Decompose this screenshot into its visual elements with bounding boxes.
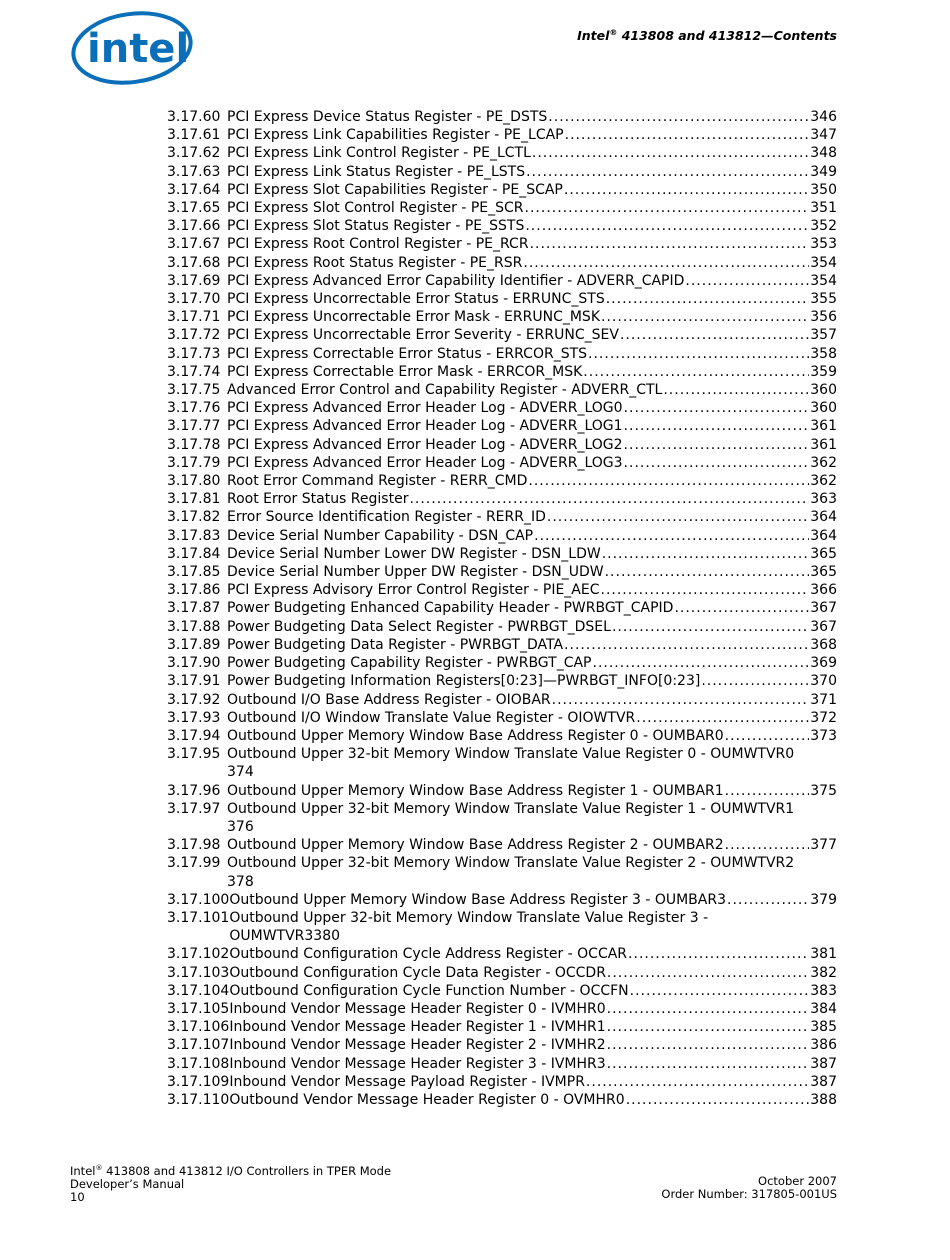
toc-entry[interactable] — [167, 727, 837, 745]
toc-entry[interactable] — [167, 599, 837, 617]
toc-entry-page: 359 — [810, 363, 837, 380]
toc-entry-number: 3.17.70 — [167, 291, 221, 308]
toc-entry-title: PCI Express Advanced Error Header Log - ADVERR_LOG2 — [227, 436, 623, 453]
toc-entry-number: 3.17.71 — [167, 309, 221, 326]
toc-entry[interactable] — [167, 290, 837, 308]
toc-entry-page: 365 — [810, 564, 837, 581]
toc-entry-number: 3.17.69 — [167, 272, 221, 289]
toc-entry-title: Outbound Upper 32-bit Memory Window Translate Value Register 0 - OUMWTVR0 — [227, 746, 795, 763]
toc-entry-number: 3.17.64 — [167, 181, 221, 198]
toc-entry-title: Outbound Upper 32-bit Memory Window Translate Value Register 1 - OUMWTVR1 — [227, 800, 795, 817]
toc-entry-number: 3.17.61 — [167, 127, 221, 144]
toc-entry-page: 375 — [810, 782, 837, 799]
toc-entry-page: 384 — [810, 1000, 837, 1017]
dot-leader — [630, 982, 810, 1000]
toc-entry-title: PCI Express Advanced Error Header Log - ADVERR_LOG0 — [227, 400, 623, 417]
toc-entry[interactable] — [167, 108, 837, 126]
toc-entry-title: Power Budgeting Data Select Register - PWRBGT_DSEL — [227, 618, 611, 635]
toc-entry-title: PCI Express Root Status Register - PE_RSR — [227, 254, 523, 271]
dot-leader — [530, 235, 810, 253]
dot-leader — [607, 1000, 810, 1018]
dot-leader — [532, 144, 809, 162]
toc-entry[interactable] — [167, 891, 837, 909]
toc-entry[interactable] — [167, 272, 837, 290]
toc-entry[interactable] — [167, 545, 837, 563]
toc-entry-title: Inbound Vendor Message Payload Register - IVMPR — [229, 1073, 585, 1090]
toc-entry[interactable] — [167, 709, 837, 727]
toc-entry-title: PCI Express Device Status Register - PE_DSTS — [227, 109, 548, 125]
toc-entry-page: 349 — [810, 163, 837, 180]
toc-entry[interactable] — [167, 691, 837, 709]
dot-leader — [636, 709, 809, 727]
toc-entry-number: 3.17.87 — [167, 600, 221, 617]
toc-entry-page: 361 — [810, 436, 837, 453]
toc-entry-title: PCI Express Link Capabilities Register - PE_LCAP — [227, 127, 564, 144]
toc-entry-title-block — [227, 854, 794, 890]
toc-entry-number: 3.17.104 — [167, 982, 230, 999]
toc-entry-number: 3.17.85 — [167, 564, 221, 581]
toc-entry-title: Outbound I/O Base Address Register - OIOBAR — [227, 691, 551, 708]
toc-entry[interactable] — [167, 1000, 837, 1018]
toc-entry-page: 387 — [810, 1055, 837, 1072]
toc-entry-number: 3.17.74 — [167, 363, 221, 380]
dot-leader — [547, 508, 809, 526]
toc-entry-page: 362 — [810, 473, 837, 490]
toc-entry[interactable] — [167, 508, 837, 526]
dot-leader — [525, 199, 810, 217]
toc-entry[interactable] — [167, 1018, 837, 1036]
toc-entry[interactable] — [167, 1055, 837, 1073]
dot-leader — [607, 1018, 810, 1036]
toc-entry-title: Power Budgeting Information Registers[0:23]—PWRBGT_INFO[0:23] — [227, 673, 701, 690]
toc-entry-title: Device Serial Number Lower DW Register - DSN_LDW — [227, 545, 601, 562]
toc-entry-page: 357 — [810, 327, 837, 344]
toc-entry[interactable] — [167, 782, 837, 800]
dot-leader — [725, 782, 810, 800]
header-title-prefix: Intel — [577, 28, 610, 44]
toc-entry[interactable] — [167, 1091, 837, 1109]
toc-entry-title: Outbound Upper Memory Window Base Address Register 3 - OUMBAR3 — [229, 891, 726, 908]
toc-entry-title: Inbound Vendor Message Header Register 3 - IVMHR3 — [229, 1055, 606, 1072]
toc-entry-number: 3.17.60 — [167, 109, 221, 125]
dot-leader — [663, 381, 809, 399]
toc-entry-page: 388 — [810, 1091, 837, 1108]
toc-entry-number: 3.17.103 — [167, 964, 230, 981]
dot-leader — [701, 672, 809, 690]
toc-entry-number: 3.17.66 — [167, 218, 221, 235]
toc-entry-page: 370 — [810, 673, 837, 690]
toc-entry-title: Outbound Upper Memory Window Base Address Register 0 - OUMBAR0 — [227, 727, 724, 744]
dot-leader — [607, 964, 809, 982]
toc-entry-number: 3.17.86 — [167, 582, 221, 599]
toc-entry-number: 3.17.92 — [167, 691, 221, 708]
toc-entry[interactable] — [167, 672, 837, 690]
toc-entry-number: 3.17.62 — [167, 145, 221, 162]
toc-entry-title: PCI Express Root Control Register - PE_RCR — [227, 236, 529, 253]
toc-entry-title: Outbound Upper 32-bit Memory Window Translate Value Register 3 - — [229, 909, 709, 926]
toc-entry-number: 3.17.100 — [167, 891, 230, 908]
toc-entry-number: 3.17.106 — [167, 1019, 230, 1036]
toc-entry-number: 3.17.108 — [167, 1055, 230, 1072]
toc-entry-number: 3.17.93 — [167, 709, 221, 726]
dot-leader — [685, 272, 809, 290]
toc-entry-page: 382 — [810, 964, 837, 981]
toc-entry[interactable] — [167, 308, 837, 326]
toc-entry-page: 356 — [810, 309, 837, 326]
dot-leader — [528, 472, 809, 490]
toc-entry-title: PCI Express Slot Control Register - PE_SCR — [227, 200, 524, 217]
toc-entry-page: 368 — [810, 636, 837, 653]
toc-entry-number: 3.17.98 — [167, 837, 221, 854]
toc-entry[interactable] — [167, 345, 837, 363]
toc-entry-title: Device Serial Number Capability - DSN_CAP — [227, 527, 534, 544]
toc-entry-number: 3.17.109 — [167, 1073, 230, 1090]
table-of-contents — [167, 108, 837, 1109]
footer-left — [70, 1162, 391, 1204]
toc-entry-page: 381 — [810, 946, 837, 963]
toc-entry-number: 3.17.90 — [167, 655, 221, 672]
toc-entry[interactable] — [167, 581, 837, 599]
toc-entry-title: Error Source Identification Register - RERR_ID — [227, 509, 546, 526]
toc-entry-number: 3.17.105 — [167, 1000, 230, 1017]
toc-entry-page: 379 — [810, 891, 837, 908]
toc-entry-number: 3.17.82 — [167, 509, 221, 526]
footer-doc-title — [70, 1162, 391, 1178]
toc-entry[interactable] — [167, 654, 837, 672]
toc-entry-number: 3.17.65 — [167, 200, 221, 217]
dot-leader — [727, 891, 809, 909]
toc-entry-number: 3.17.96 — [167, 782, 221, 799]
toc-entry-title: Outbound Configuration Cycle Data Register - OCCDR — [229, 964, 606, 981]
toc-entry[interactable] — [167, 381, 837, 399]
toc-entry[interactable] — [167, 144, 837, 162]
toc-entry-title-block — [227, 800, 794, 836]
toc-entry-title: Outbound Upper Memory Window Base Address Register 2 - OUMBAR2 — [227, 837, 724, 854]
toc-entry-number: 3.17.88 — [167, 618, 221, 635]
toc-entry-number: 3.17.75 — [167, 382, 221, 399]
toc-entry[interactable] — [167, 636, 837, 654]
toc-entry-number: 3.17.73 — [167, 345, 221, 362]
dot-leader — [605, 563, 810, 581]
dot-leader — [606, 290, 810, 308]
dot-leader — [601, 581, 810, 599]
toc-entry[interactable] — [167, 527, 837, 545]
toc-entry[interactable] — [167, 1073, 837, 1091]
toc-entry-continuation: 376 — [227, 818, 254, 835]
toc-entry-page: 346 — [810, 109, 837, 125]
toc-entry-title: Power Budgeting Data Register - PWRBGT_DATA — [227, 636, 564, 653]
toc-entry-page: 385 — [810, 1019, 837, 1036]
toc-entry-number: 3.17.67 — [167, 236, 221, 253]
toc-entry-number: 3.17.83 — [167, 527, 221, 544]
toc-entry-number: 3.17.81 — [167, 491, 221, 508]
dot-leader — [583, 363, 809, 381]
toc-entry-title: Outbound Configuration Cycle Address Register - OCCAR — [229, 946, 628, 963]
toc-entry-number: 3.17.107 — [167, 1037, 230, 1054]
dot-leader — [526, 163, 809, 181]
toc-entry-page: 364 — [810, 527, 837, 544]
toc-entry-page: 350 — [810, 181, 837, 198]
toc-entry[interactable] — [167, 326, 837, 344]
dot-leader — [534, 527, 809, 545]
toc-entry-number: 3.17.80 — [167, 473, 221, 490]
toc-entry-page: 366 — [810, 582, 837, 599]
toc-entry-title: PCI Express Advanced Error Header Log - ADVERR_LOG3 — [227, 454, 623, 471]
toc-entry[interactable] — [167, 163, 837, 181]
toc-entry[interactable] — [167, 618, 837, 636]
registered-mark: ® — [609, 28, 618, 37]
toc-entry-page: 355 — [810, 291, 837, 308]
toc-entry-number: 3.17.95 — [167, 746, 221, 763]
toc-entry-page: 358 — [810, 345, 837, 362]
toc-entry-number: 3.17.91 — [167, 673, 221, 690]
footer-order-number: Order Number: 317805-001US — [661, 1187, 837, 1201]
dot-leader — [725, 836, 810, 854]
toc-entry-number: 3.17.79 — [167, 454, 221, 471]
toc-entry-title: Outbound Upper Memory Window Base Address Register 1 - OUMBAR1 — [227, 782, 724, 799]
toc-entry-number: 3.17.97 — [167, 800, 221, 817]
toc-entry-title: Outbound I/O Window Translate Value Register - OIOWTVR — [227, 709, 636, 726]
toc-entry-page: 352 — [810, 218, 837, 235]
toc-entry-title: PCI Express Uncorrectable Error Severity - ERRUNC_SEV — [227, 327, 619, 344]
toc-entry-page: 383 — [810, 982, 837, 999]
toc-entry-title: Outbound Upper 32-bit Memory Window Translate Value Register 2 - OUMWTVR2 — [227, 855, 795, 872]
toc-entry[interactable] — [167, 235, 837, 253]
dot-leader — [525, 217, 809, 235]
dot-leader — [674, 599, 809, 617]
dot-leader — [601, 308, 809, 326]
header-title-rest: 413808 and 413812—Contents — [617, 28, 837, 44]
footer-title-rest: 413808 and 413812 I/O Controllers in TPER Mode — [102, 1163, 392, 1178]
toc-entry-number: 3.17.110 — [167, 1091, 230, 1108]
toc-entry-number: 3.17.68 — [167, 254, 221, 271]
toc-entry-continuation: 374 — [227, 764, 254, 781]
toc-entry-title: PCI Express Slot Status Register - PE_SSTS — [227, 218, 525, 235]
toc-entry-title: Root Error Command Register - RERR_CMD — [227, 473, 528, 490]
toc-entry-number: 3.17.102 — [167, 946, 230, 963]
toc-entry-page: 371 — [810, 691, 837, 708]
toc-entry-title-block — [227, 745, 794, 781]
toc-entry-number: 3.17.94 — [167, 727, 221, 744]
toc-entry[interactable] — [167, 254, 837, 272]
toc-entry-title: PCI Express Link Status Register - PE_LSTS — [227, 163, 526, 180]
dot-leader — [607, 1055, 810, 1073]
dot-leader — [409, 490, 809, 508]
toc-entry[interactable] — [167, 490, 837, 508]
dot-leader — [564, 181, 809, 199]
toc-entry[interactable] — [167, 454, 837, 472]
toc-entry-title: Power Budgeting Capability Register - PWRBGT_CAP — [227, 655, 592, 672]
footer-right — [661, 1175, 837, 1201]
dot-leader — [564, 636, 809, 654]
dot-leader — [607, 1036, 810, 1054]
footer-title-prefix: Intel — [70, 1163, 96, 1178]
dot-leader — [588, 345, 809, 363]
toc-entry[interactable] — [167, 982, 837, 1000]
toc-entry-page: 364 — [810, 509, 837, 526]
toc-entry-title: Advanced Error Control and Capability Register - ADVERR_CTL — [227, 382, 663, 399]
footer-doc-type: Developer’s Manual — [70, 1176, 185, 1191]
toc-entry-title-block — [229, 909, 708, 945]
toc-entry[interactable] — [167, 836, 837, 854]
toc-entry-title: Inbound Vendor Message Header Register 1 - IVMHR1 — [229, 1019, 606, 1036]
toc-entry-title: Outbound Configuration Cycle Function Number - OCCFN — [229, 982, 629, 999]
toc-entry[interactable] — [167, 1036, 837, 1054]
toc-entry-page: 361 — [810, 418, 837, 435]
dot-leader — [548, 108, 809, 126]
dot-leader — [612, 618, 809, 636]
toc-entry-page: 353 — [810, 236, 837, 253]
toc-entry-page: 386 — [810, 1037, 837, 1054]
toc-entry[interactable] — [167, 745, 837, 781]
toc-entry-number: 3.17.72 — [167, 327, 221, 344]
toc-entry-continuation: 378 — [227, 873, 254, 890]
toc-entry-title: Inbound Vendor Message Header Register 0 - IVMHR0 — [229, 1000, 606, 1017]
intel-logo — [70, 10, 194, 85]
toc-entry-title: PCI Express Advanced Error Capability Identifier - ADVERR_CAPID — [227, 272, 685, 289]
toc-entry-page: 365 — [810, 545, 837, 562]
toc-entry-number: 3.17.89 — [167, 636, 221, 653]
toc-entry-number: 3.17.77 — [167, 418, 221, 435]
toc-entry-title: PCI Express Correctable Error Mask - ERRCOR_MSK — [227, 363, 583, 380]
toc-entry-title: Inbound Vendor Message Header Register 2 - IVMHR2 — [229, 1037, 606, 1054]
toc-entry[interactable] — [167, 800, 837, 836]
dot-leader — [624, 454, 810, 472]
toc-entry-title: Outbound Vendor Message Header Register 0 - OVMHR0 — [229, 1091, 625, 1108]
footer-page-number: 10 — [70, 1189, 85, 1204]
toc-entry[interactable] — [167, 964, 837, 982]
dot-leader — [624, 399, 810, 417]
toc-entry[interactable] — [167, 126, 837, 144]
dot-leader — [523, 254, 809, 272]
dot-leader — [602, 545, 810, 563]
toc-entry-title: PCI Express Link Control Register - PE_LCTL — [227, 145, 531, 162]
toc-entry-number: 3.17.101 — [167, 909, 230, 926]
toc-entry[interactable] — [167, 909, 837, 945]
toc-entry[interactable] — [167, 945, 837, 963]
toc-entry-title: Root Error Status Register — [227, 491, 409, 508]
dot-leader — [593, 654, 810, 672]
dot-leader — [624, 417, 810, 435]
toc-entry[interactable] — [167, 399, 837, 417]
toc-entry[interactable] — [167, 436, 837, 454]
toc-entry[interactable] — [167, 181, 837, 199]
dot-leader — [565, 126, 810, 144]
dot-leader — [624, 436, 810, 454]
toc-entry-page: 377 — [810, 837, 837, 854]
dot-leader — [552, 691, 810, 709]
toc-entry-page: 372 — [810, 709, 837, 726]
footer-registered-mark: ® — [95, 1164, 103, 1172]
toc-entry[interactable] — [167, 563, 837, 581]
logo-text: intel — [87, 26, 190, 72]
toc-entry-title: PCI Express Advanced Error Header Log - ADVERR_LOG1 — [227, 418, 623, 435]
dot-leader — [725, 727, 810, 745]
toc-entry-page: 387 — [810, 1073, 837, 1090]
toc-entry[interactable] — [167, 472, 837, 490]
toc-entry-page: 367 — [810, 600, 837, 617]
toc-entry-page: 354 — [810, 254, 837, 271]
toc-entry-number: 3.17.84 — [167, 545, 221, 562]
toc-entry[interactable] — [167, 417, 837, 435]
dot-leader — [620, 326, 809, 344]
toc-entry-title: PCI Express Advisory Error Control Register - PIE_AEC — [227, 582, 600, 599]
toc-entry[interactable] — [167, 199, 837, 217]
toc-entry-title: PCI Express Slot Capabilities Register - PE_SCAP — [227, 181, 563, 198]
toc-entry-page: 360 — [810, 382, 837, 399]
toc-entry-page: 360 — [810, 400, 837, 417]
footer-date: October 2007 — [758, 1174, 837, 1188]
toc-entry-title: Power Budgeting Enhanced Capability Header - PWRBGT_CAPID — [227, 600, 674, 617]
toc-entry-page: 351 — [810, 200, 837, 217]
dot-leader — [586, 1073, 809, 1091]
toc-entry-title: Device Serial Number Upper DW Register - DSN_UDW — [227, 564, 604, 581]
toc-entry-page: 363 — [810, 491, 837, 508]
dot-leader — [626, 1091, 810, 1109]
toc-entry-number: 3.17.63 — [167, 163, 221, 180]
toc-entry-page: 348 — [810, 145, 837, 162]
toc-entry[interactable] — [167, 854, 837, 890]
toc-entry-number: 3.17.78 — [167, 436, 221, 453]
toc-entry-continuation: OUMWTVR3380 — [229, 928, 341, 945]
header-title — [577, 28, 837, 43]
toc-entry-title: PCI Express Correctable Error Status - ERRCOR_STS — [227, 345, 588, 362]
toc-entry[interactable] — [167, 363, 837, 381]
toc-entry-page: 369 — [810, 655, 837, 672]
toc-entry-number: 3.17.76 — [167, 400, 221, 417]
dot-leader — [628, 945, 809, 963]
toc-entry-page: 373 — [810, 727, 837, 744]
toc-entry[interactable] — [167, 217, 837, 235]
toc-entry-title: PCI Express Uncorrectable Error Status - ERRUNC_STS — [227, 291, 605, 308]
toc-entry-number: 3.17.99 — [167, 855, 221, 872]
toc-entry-page: 362 — [810, 454, 837, 471]
toc-entry-page: 367 — [810, 618, 837, 635]
toc-entry-title: PCI Express Uncorrectable Error Mask - ERRUNC_MSK — [227, 309, 601, 326]
toc-entry-page: 347 — [810, 127, 837, 144]
toc-entry-page: 354 — [810, 272, 837, 289]
